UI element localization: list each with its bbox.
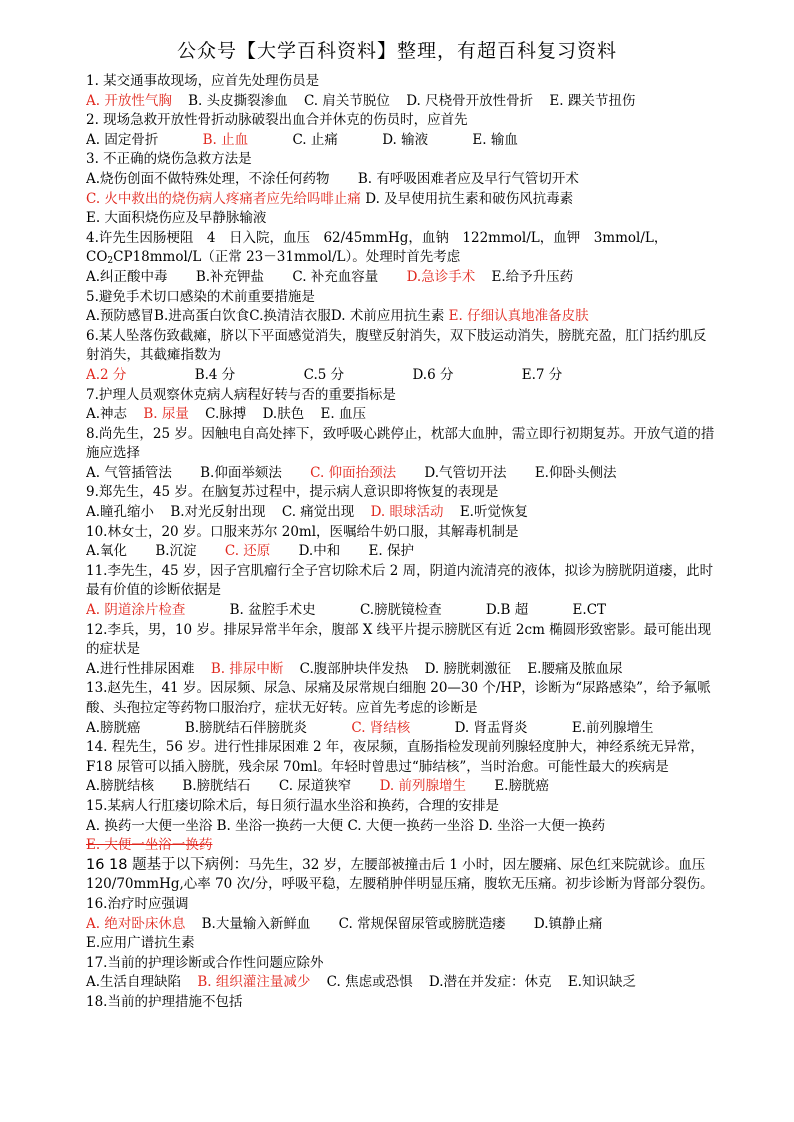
question-1-stem: 1. 某交通事故现场，应首先处理伤员是 [86,73,320,89]
question-11-stem: 11.李先生，45 岁，因子宫肌瘤行全子宫切除术后 2 周，阴道内流清亮的液体，拟诊为膀胱阴道瘘，此时最有价值的诊断依据是 [86,562,714,599]
question-11-options [86,601,718,621]
option-a: A.神志 [86,406,128,423]
question-14-stem: 14. 程先生，56 岁。进行性排尿困难 2 年，夜尿频，直肠指检发现前列腺轻度肿大，神经系统无异常，F18 尿管可以插入膀胱，残余尿 70ml。年轻时曾患过“肺结核”，当时治愈。可能性最大的疾病是 [86,739,704,775]
option-b: B.膀胱结石 [182,778,251,795]
option-c: C.脉搏 [205,406,247,423]
question-3-options-row3 [86,209,718,229]
option-a: A.烧伤创面不做特殊处理，不涂任何药物 [86,170,330,187]
option-b: B. 盆腔手术史 [229,602,316,619]
option-b: B. 有呼吸困难者应及早行气管切开术 [357,170,579,187]
option-e: E. 输血 [472,131,518,148]
option-e: E. 踝关节扭伤 [549,92,636,109]
option-e: E.知识缺乏 [567,974,636,991]
option-e: E.膀胱癌 [494,778,549,795]
option-b: B.沉淀 [155,543,197,560]
question-8-stem: 8.尚先生，25 岁。因触电自高处摔下，致呼吸心跳停止，枕部大血肿，需立即行初期复苏。开放气道的措施应选择 [86,425,715,462]
option-b: B. 头皮撕裂渗血 [188,92,288,109]
option-a: A.进行性排尿困难 [86,660,195,677]
option-d: D.中和 [298,543,341,560]
option-e: E.听觉恢复 [459,504,528,521]
question-5-options [86,307,718,327]
option-c: C. 肾结核 [351,719,411,736]
option-a: A.氧化 [86,543,128,560]
option-d: D.气管切开法 [424,464,507,481]
option-d: D. 前列腺增生 [379,778,467,795]
option-b: B.进高蛋白饮食 [154,308,250,325]
option-c: C. 痛觉出现 [281,504,355,521]
option-d: D. 术前应用抗生素 [330,308,445,325]
option-c: C. 火中救出的烧伤病人疼痛者应先给吗啡止痛 [86,190,361,207]
option-a: A. 绝对卧床休息 [86,915,186,932]
option-d: D. 膀胱刺激征 [424,660,512,677]
question-14-options [86,777,718,797]
option-b: B. 尿量 [143,406,189,423]
option-a: A.预防感冒 [86,308,155,325]
option-e: E.前列腺增生 [571,719,654,736]
option-e: E.CT [572,602,607,619]
question-7-options [86,405,718,425]
co2-label: CO [86,249,108,266]
option-b: B.大量输入新鲜血 [201,915,311,932]
option-e: E.给予升压药 [491,268,574,285]
option-e: E. 血压 [320,406,366,423]
question-13-options [86,719,718,739]
option-c: C.5 分 [303,366,345,383]
question-9-stem: 9.郑先生，45 岁。在脑复苏过程中，提示病人意识即将恢复的表现是 [86,484,499,501]
option-d: D.急诊手术 [406,268,476,285]
question-15-options-row2 [86,836,718,856]
option-c: C. 常规保留尿管或膀胱造瘘 [338,915,506,932]
option-c: C.换清洁衣服 [249,308,331,325]
question-4-stem-line1: 4.许先生因肠梗阻 4 日入院，血压 62/45mmHg，血钠 122mmol/L，血钾 3mmol/L， [86,229,668,246]
question-7-stem: 7.护理人员观察休克病人病程好转与否的重要指标是 [86,386,396,403]
option-b: B.仰面举颏法 [200,464,282,481]
case-lead: 16 18 题基于以下病例： [86,856,249,873]
co2-subscript: 2 [107,256,114,267]
option-d: D.6 分 [412,366,454,383]
option-a: A.2 分 [86,366,127,383]
question-17-options [86,973,718,993]
question-8-options [86,464,718,484]
option-b: B. 排尿中断 [210,660,284,677]
option-e: E.腰痛及脓血尿 [527,660,623,677]
option-d: D. 尺桡骨开放性骨折 [406,92,534,109]
option-c: C.腹部肿块伴发热 [299,660,409,677]
option-a: A.膀胱结核 [86,778,155,795]
page-header: 公众号【大学百科资料】整理，有超百科复习资料 [176,40,617,62]
option-b: B. 坐浴一换药一大便 [216,817,344,834]
option-c: C. 仰面抬颈法 [310,464,397,481]
option-b: B.补充钾盐 [195,268,265,285]
question-13-stem: 13.赵先生，41 岁。因尿频、尿急、尿痛及尿常规白细胞 20—30 个/HP，诊断为“尿路感染”，给予氟哌酸、头孢拉定等药物口服治疗，症状无好转。应首先考虑的诊断是 [86,680,711,716]
option-c: C. 焦虑或恐惧 [326,974,413,991]
option-c: C.膀胱镜检查 [359,602,442,619]
question-9-options [86,503,718,523]
option-b: B.膀胱结石伴膀胱炎 [184,719,308,736]
question-list [86,72,718,1013]
question-10-stem: 10.林女士，20 岁。口服来苏尔 20ml，医嘱给牛奶口服，其解毒机制是 [86,523,519,540]
question-2-stem: 2. 现场急救开放性骨折动脉破裂出血合并休克的伤员时，应首先 [86,112,468,129]
question-4-stem-rest: CP18mmol/L（正常 23－31mmol/L）。处理时首先考虑 [113,249,461,266]
case-text: 马先生，32 岁，左腰部被撞击后 1 小时，因左腰痛、尿色红来院就诊。血压 120/70mmHg,心率 70 次/分，呼吸平稳，左腰稍肿伴明显压痛，腹软无压痛。初步诊断为肾部分裂伤。 [86,856,714,893]
option-a: A. 固定骨折 [86,131,159,148]
option-c: C. 补充血容量 [292,268,379,285]
option-d: D. 及早使用抗生素和破伤风抗毒素 [365,190,574,207]
question-16-stem: 16.治疗时应强调 [86,895,189,912]
question-1-options [86,92,718,112]
option-c: C. 肩关节脱位 [303,92,390,109]
question-5-stem: 5.避免手术切口感染的术前重要措施是 [86,288,315,305]
option-e: E. 大面积烧伤应及早静脉输液 [86,210,267,227]
question-6-options [86,366,718,386]
option-d: D.镇静止痛 [533,915,603,932]
option-b: B.4 分 [194,366,236,383]
option-a: A.瞳孔缩小 [86,504,155,521]
option-b: B. 组织灌注量减少 [197,974,311,991]
option-e: E.仰卧头侧法 [534,464,617,481]
option-d: D. 输液 [382,131,429,148]
option-d: D.潜在并发症：休克 [428,974,552,991]
question-12-stem: 12.李兵，男，10 岁。排尿异常半年余，腹部 X 线平片提示膀胱区有近 2cm 椭圆形致密影。最可能出现的症状是 [86,621,712,658]
question-2-options [86,131,718,151]
question-3-options-row1 [86,170,718,190]
question-10-options [86,542,718,562]
option-b: B. 止血 [202,131,249,148]
question-4-options [86,268,718,288]
question-6-stem: 6.某人坠落伤致截瘫，脐以下平面感觉消失，腹壁反射消失，双下肢运动消失，膀胱充盈，肛门括约肌反射消失，其截瘫指数为 [86,327,707,364]
option-c: C. 尿道狭窄 [278,778,352,795]
question-16-options [86,915,718,935]
option-c: C. 还原 [224,543,271,560]
option-a: A. 换药一大便一坐浴 [86,817,213,834]
option-a: A. 开放性气胸 [86,92,172,109]
question-15-stem: 15.某病人行肛瘘切除术后，每日须行温水坐浴和换药，合理的安排是 [86,797,499,814]
question-4-stem-line2 [86,248,718,268]
question-12-options [86,660,718,680]
option-a: A.生活自理缺陷 [86,974,182,991]
option-b: B.对光反射出现 [170,504,266,521]
option-d: D. 肾盂肾炎 [454,719,528,736]
question-16-options-row2 [86,934,718,954]
question-3-stem: 3. 不正确的烧伤急救方法是 [86,151,252,168]
option-a: A.膀胱癌 [86,719,141,736]
option-e: E. 仔细认真地准备皮肤 [448,308,589,325]
question-15-options-row1 [86,817,718,837]
question-17-stem: 17.当前的护理诊断或合作性问题应除外 [86,954,324,971]
option-e: E. 保护 [368,543,414,560]
option-d: D.B 超 [485,602,529,619]
case-description [86,856,718,895]
option-e: E.7 分 [521,366,563,383]
option-d: D. 眼球活动 [370,504,444,521]
option-e: E.应用广谱抗生素 [86,935,195,952]
option-a: A. 气管插管法 [86,464,172,481]
question-3-options-row2 [86,190,718,210]
option-a: A.纠正酸中毒 [86,268,168,285]
option-e: E. 大便一坐浴一换药 [86,837,213,854]
option-a: A. 阴道涂片检查 [86,602,186,619]
option-d: D.肤色 [262,406,305,423]
question-18-stem: 18.当前的护理措施不包括 [86,993,243,1010]
option-c: C. 大便一换药一坐浴 [347,817,474,834]
option-d: D. 坐浴一大便一换药 [478,817,606,834]
option-c: C. 止痛 [292,131,338,148]
